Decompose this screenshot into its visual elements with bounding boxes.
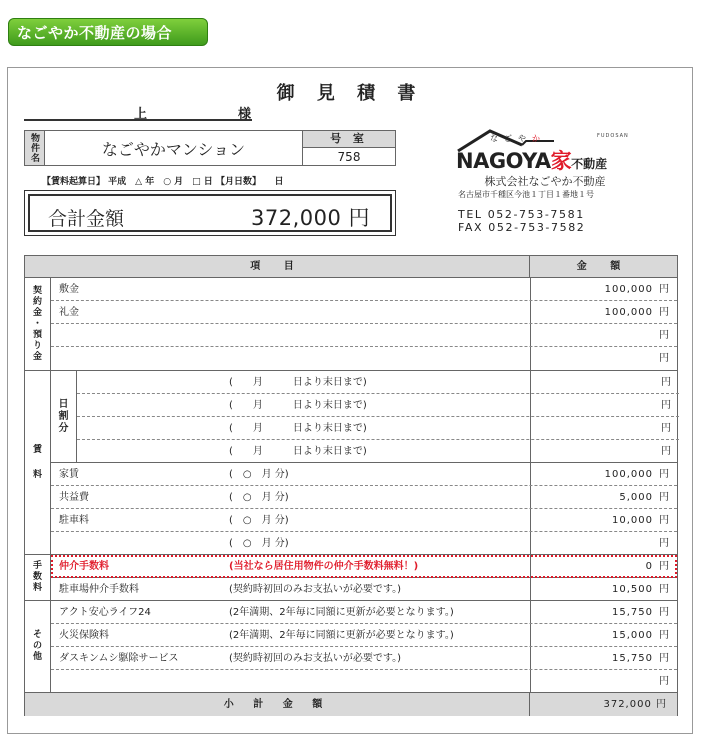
company-name: 株式会社なごやか不動産 bbox=[484, 175, 606, 188]
other-group bbox=[25, 601, 677, 693]
other-label-char: そ bbox=[32, 630, 42, 640]
row-amount: 15,750 bbox=[612, 607, 653, 618]
yen-unit: 円 bbox=[659, 492, 669, 503]
other-label-char: 他 bbox=[32, 652, 42, 662]
table-row bbox=[77, 417, 679, 440]
row-note: ( ○ 月 分) bbox=[229, 538, 289, 549]
deposit-group bbox=[25, 278, 677, 371]
row-note: ( 月 日より末日まで) bbox=[229, 423, 367, 434]
estimate-sheet bbox=[7, 67, 693, 734]
yen-unit: 円 bbox=[659, 307, 669, 318]
logo-sub: 不動産 bbox=[571, 157, 608, 171]
row-note: ( 月 日より末日まで) bbox=[229, 400, 367, 411]
property-name: なごやかマンション bbox=[45, 131, 303, 165]
yen-unit: 円 bbox=[659, 538, 669, 549]
page-badge: なごやか不動産の場合 bbox=[8, 18, 208, 46]
logo-kana-3: や bbox=[518, 134, 532, 143]
recipient-sama: 様 bbox=[238, 107, 252, 122]
row-name: 共益費 bbox=[59, 492, 89, 503]
row-note: (契約時初回のみお支払いが必要です。) bbox=[229, 653, 402, 664]
rent-label-char: 料 bbox=[32, 469, 42, 480]
row-amount: 100,000 bbox=[604, 284, 653, 295]
row-note: ( 月 日より末日まで) bbox=[229, 446, 367, 457]
yen-unit: 円 bbox=[659, 284, 669, 295]
row-amount: 5,000 bbox=[619, 492, 653, 503]
logo-wordmark bbox=[456, 145, 607, 175]
row-name: 駐車料 bbox=[59, 515, 89, 526]
table-row bbox=[51, 278, 677, 301]
row-amount: 15,750 bbox=[612, 653, 653, 664]
daily-label-char: 割 bbox=[58, 410, 69, 422]
table-row bbox=[77, 440, 679, 463]
total-label: 合計金額 bbox=[48, 208, 125, 230]
row-amount: 15,000 bbox=[612, 630, 653, 641]
logo-kana-1: な bbox=[490, 134, 504, 143]
subtotal-row bbox=[25, 693, 677, 716]
logo-kana-4: か bbox=[532, 134, 546, 143]
yen-unit: 円 bbox=[659, 515, 669, 526]
table-row bbox=[51, 670, 677, 693]
deposit-label-char: 金 bbox=[32, 351, 42, 362]
fee-label-char: 数 bbox=[32, 572, 42, 582]
deposit-label-char: 金 bbox=[32, 307, 42, 318]
document-title: 御 見 積 書 bbox=[276, 83, 424, 104]
rent-label bbox=[25, 371, 51, 554]
deposit-label-char: 約 bbox=[32, 296, 42, 307]
company-fax: FAX 052-753-7582 bbox=[458, 221, 586, 234]
table-row bbox=[51, 647, 677, 670]
estimate-table bbox=[24, 255, 678, 716]
table-row bbox=[51, 532, 677, 555]
deposit-label-char: 契 bbox=[32, 285, 42, 296]
daily-rate-label bbox=[51, 371, 77, 462]
total-amount: 372,000 円 bbox=[250, 206, 370, 230]
room-label: 号 室 bbox=[303, 131, 395, 148]
row-name: アクト安心ライフ24 bbox=[59, 607, 151, 618]
table-header bbox=[25, 256, 677, 278]
yen-unit: 円 bbox=[659, 630, 669, 641]
yen-unit: 円 bbox=[659, 561, 669, 572]
recipient-ue: 上 bbox=[134, 107, 148, 122]
fee-label-char: 料 bbox=[32, 583, 42, 593]
logo-ie: 家 bbox=[550, 149, 572, 173]
table-row bbox=[51, 509, 677, 532]
row-name: 駐車場仲介手数料 bbox=[59, 584, 139, 595]
table-row bbox=[51, 301, 677, 324]
row-note: (2年満期、2年毎に同額に更新が必要となります。) bbox=[229, 607, 454, 618]
other-label-char: の bbox=[32, 641, 42, 651]
room-cell bbox=[303, 131, 395, 165]
recipient-line bbox=[24, 103, 252, 121]
yen-unit: 円 bbox=[659, 353, 669, 364]
fee-group bbox=[25, 555, 677, 601]
logo-roman: FUDOSAN bbox=[597, 133, 629, 139]
yen-unit: 円 bbox=[659, 330, 669, 341]
row-name: 敷金 bbox=[59, 284, 79, 295]
property-box bbox=[24, 130, 396, 166]
yen-unit: 円 bbox=[661, 400, 671, 411]
table-row bbox=[51, 624, 677, 647]
company-logo bbox=[454, 125, 644, 171]
yen-unit: 円 bbox=[661, 446, 671, 457]
table-row bbox=[51, 486, 677, 509]
table-row bbox=[77, 394, 679, 417]
row-note: (当社なら居住用物件の仲介手数料無料！) bbox=[229, 561, 419, 572]
row-note: ( ○ 月 分) bbox=[229, 492, 289, 503]
property-label: 物件名 bbox=[25, 131, 45, 165]
yen-unit: 円 bbox=[659, 676, 669, 687]
total-box bbox=[24, 190, 396, 236]
row-note: (2年満期、2年毎に同額に更新が必要となります。) bbox=[229, 630, 454, 641]
rent-label-char: 賃 bbox=[32, 444, 42, 455]
yen-unit: 円 bbox=[661, 377, 671, 388]
rent-start-line: 【賃料起算日】 平成 △ 年 ○ 月 □ 日 【月日数】 日 bbox=[42, 177, 284, 187]
deposit-label-char: ・ bbox=[32, 318, 42, 329]
row-name: ダスキンムシ駆除サービス bbox=[59, 653, 179, 664]
daily-label-char: 分 bbox=[58, 422, 69, 434]
company-address: 名古屋市千種区今池１丁目１番地１号 bbox=[458, 190, 594, 199]
company-tel: TEL 052-753-7581 bbox=[458, 208, 585, 221]
header-amount: 金 額 bbox=[576, 261, 631, 272]
deposit-label-char: 預 bbox=[32, 329, 42, 340]
table-row bbox=[51, 347, 677, 370]
yen-unit: 円 bbox=[659, 607, 669, 618]
row-note: ( ○ 月 分) bbox=[229, 515, 289, 526]
row-note: (契約時初回のみお支払いが必要です。) bbox=[229, 584, 402, 595]
row-note: ( 月 日より末日まで) bbox=[229, 377, 367, 388]
row-note: ( ○ 月 分) bbox=[229, 469, 289, 480]
room-number: 758 bbox=[337, 150, 361, 164]
total-inner bbox=[28, 194, 392, 232]
deposit-label-char: り bbox=[32, 340, 42, 351]
free-fee-highlight bbox=[51, 555, 677, 578]
yen-unit: 円 bbox=[659, 469, 669, 480]
daily-label-char: 日 bbox=[58, 398, 69, 410]
table-row bbox=[51, 601, 677, 624]
table-row bbox=[51, 463, 677, 486]
row-amount: 100,000 bbox=[604, 469, 653, 480]
subtotal-label: 小 計 金 額 bbox=[25, 693, 530, 716]
rent-group bbox=[25, 371, 677, 555]
row-name: 仲介手数料 bbox=[59, 561, 109, 572]
fee-label-char: 手 bbox=[32, 561, 42, 571]
row-amount: 10,000 bbox=[612, 515, 653, 526]
row-name: 家賃 bbox=[59, 469, 79, 480]
yen-unit: 円 bbox=[661, 423, 671, 434]
table-row bbox=[77, 371, 679, 394]
logo-kana-2: ご bbox=[504, 134, 518, 143]
row-amount: 100,000 bbox=[604, 307, 653, 318]
logo-kana bbox=[490, 133, 546, 144]
row-amount: 0 bbox=[645, 561, 653, 572]
table-row bbox=[51, 578, 677, 601]
header-item: 項 目 bbox=[25, 256, 530, 278]
yen-unit: 円 bbox=[659, 653, 669, 664]
row-amount: 10,500 bbox=[612, 584, 653, 595]
subtotal-amount: 372,000 円 bbox=[603, 699, 667, 710]
fee-label bbox=[25, 555, 51, 600]
row-name: 火災保険料 bbox=[59, 630, 109, 641]
table-row bbox=[51, 324, 677, 347]
yen-unit: 円 bbox=[659, 584, 669, 595]
row-name: 礼金 bbox=[59, 307, 79, 318]
daily-rate-subgroup bbox=[51, 371, 671, 463]
logo-main: NAGOYA bbox=[456, 149, 551, 173]
other-label bbox=[25, 601, 51, 692]
deposit-label bbox=[25, 278, 51, 370]
